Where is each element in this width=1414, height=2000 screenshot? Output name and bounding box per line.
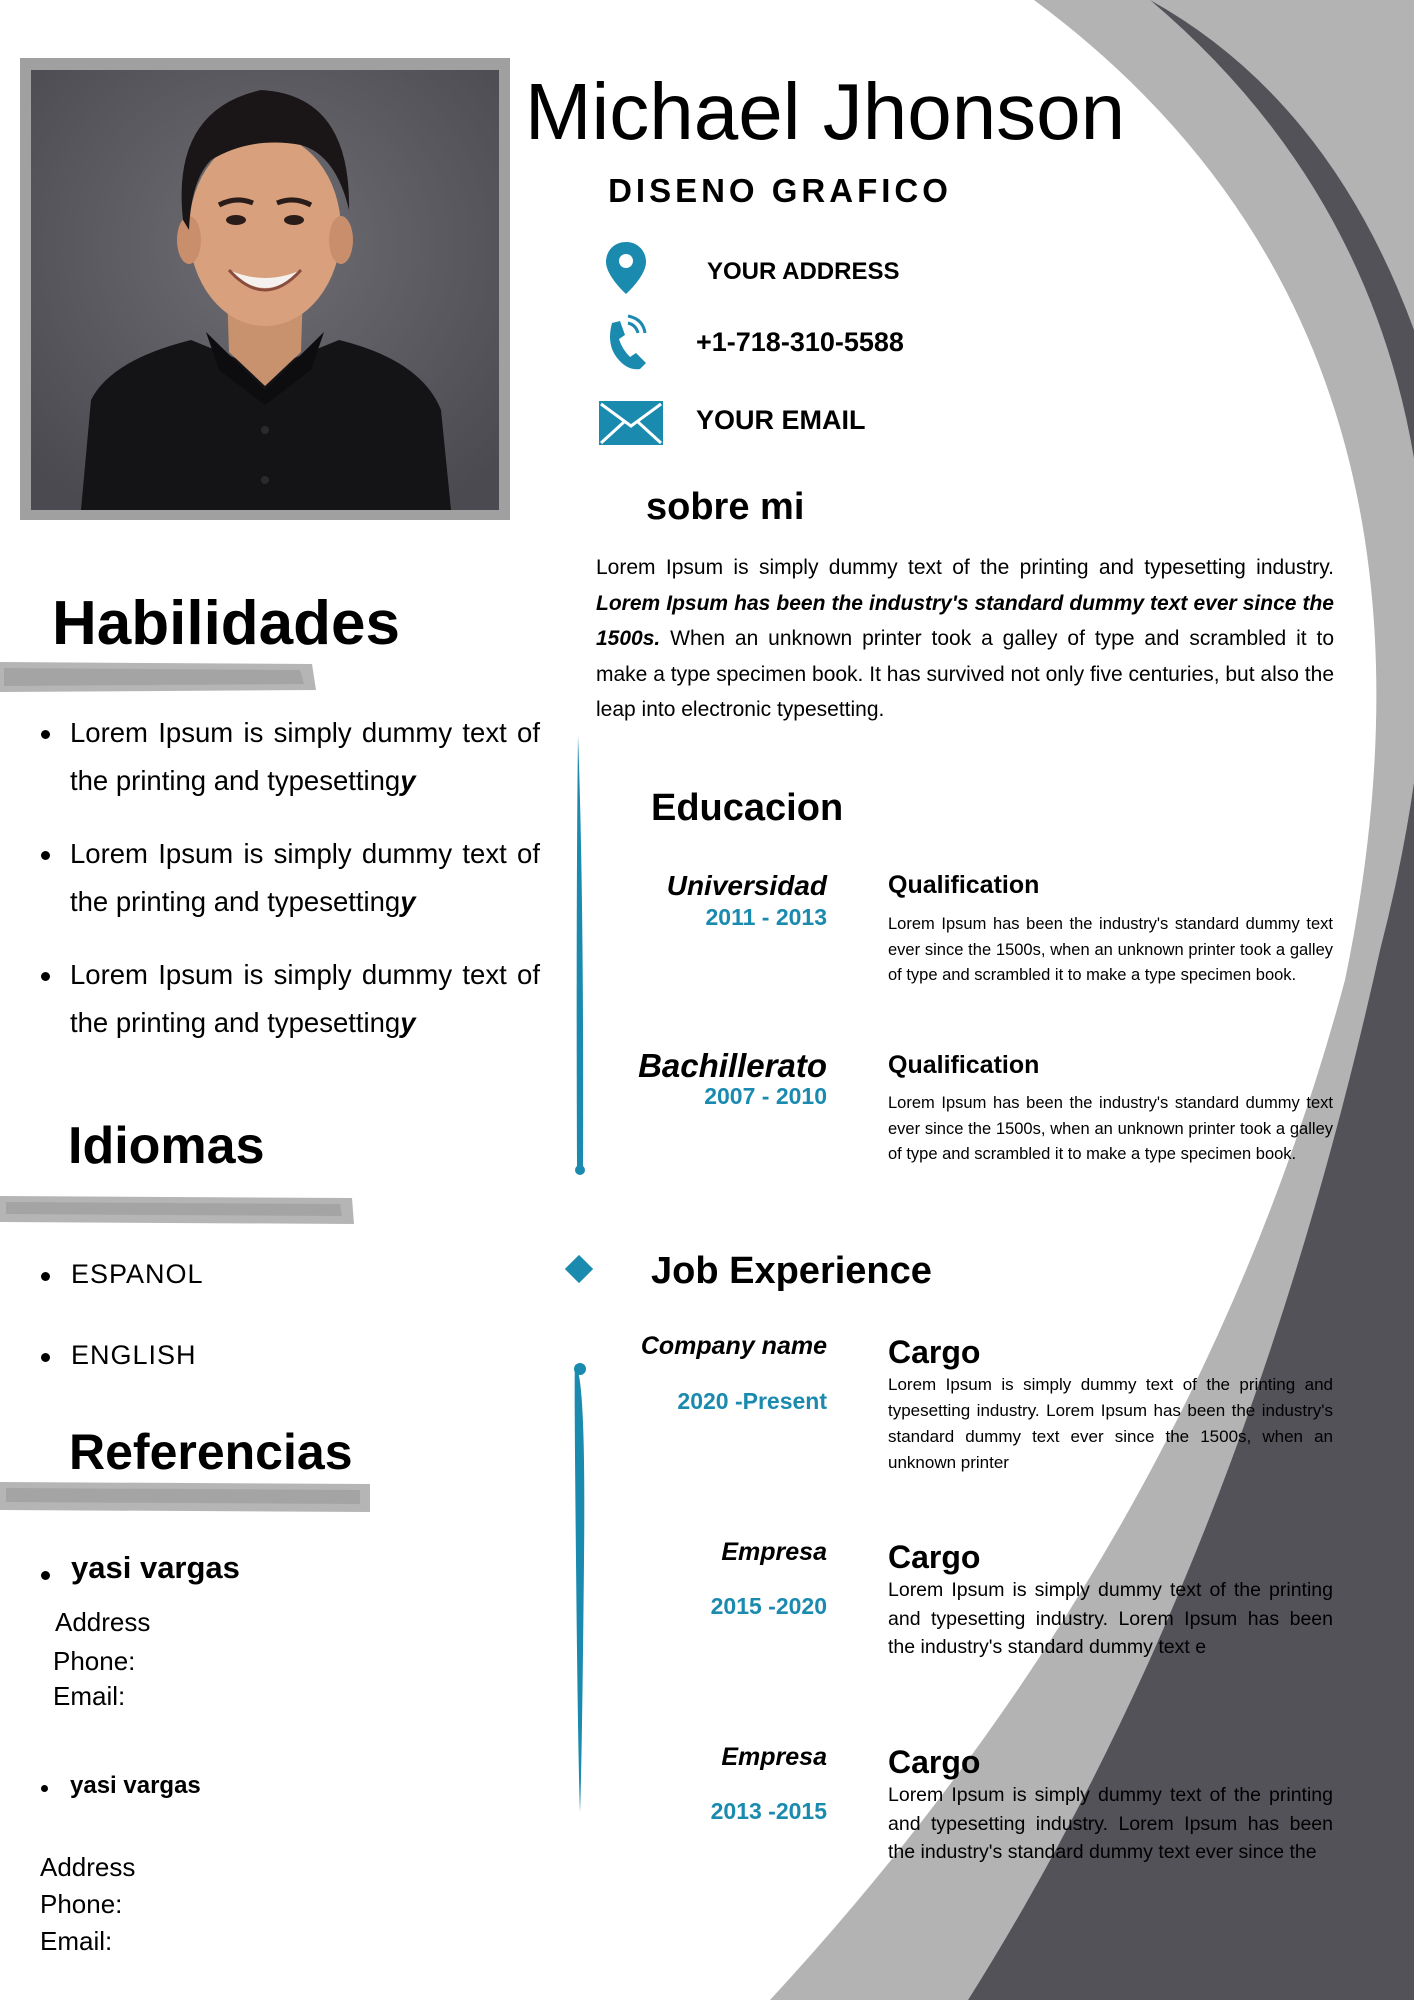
job-title: DISENO GRAFICO (608, 172, 952, 209)
education-institution: Universidad (666, 870, 827, 901)
experience-description: Lorem Ipsum is simply dummy text of the printing and typesetting industry. Lorem Ipsum has been the industry's standard dummy text ever since the 1500s, when an unknown printer (888, 1375, 1333, 1472)
education-timeline-line (577, 735, 583, 1170)
experience-timeline-line (575, 1365, 585, 1812)
experience-dates: 2020 -Present (677, 1388, 827, 1414)
experience-role: Cargo (888, 1744, 981, 1780)
about-text-part-2: When an unknown printer took a galley of type and scrambled it to make a type specimen book. It has survived not only five centuries, but also the leap into electronic typesetting. (596, 627, 1335, 721)
reference-address: Address (55, 1607, 151, 1637)
about-heading: sobre mi (646, 486, 805, 528)
about-text-part-1: Lorem Ipsum is simply dummy text of the printing and typesetting industry. (596, 556, 1334, 579)
education-qualification: Qualification (888, 1051, 1040, 1079)
bullet-icon (41, 972, 50, 981)
reference-phone: Phone: (40, 1889, 123, 1919)
diamond-marker (565, 1255, 593, 1283)
reference-phone: Phone: (53, 1646, 136, 1676)
reference-email: Email: (53, 1681, 126, 1711)
skills-heading: Habilidades (52, 589, 400, 658)
education-heading: Educacion (651, 787, 844, 829)
contact-phone: +1-718-310-5588 (696, 327, 904, 357)
bullet-icon (41, 1571, 50, 1580)
reference-email: Email: (40, 1926, 113, 1956)
reference-address: Address (40, 1852, 136, 1882)
experience-dates: 2013 -2015 (710, 1798, 827, 1824)
contact-email: YOUR EMAIL (696, 405, 866, 435)
experience-role: Cargo (888, 1539, 981, 1575)
education-description: Lorem Ipsum has been the industry's standard dummy text ever since the 1500s, when an unknown printer took a galley of type and scrambled it to make a type specimen book. (888, 1094, 1333, 1163)
bullet-icon (41, 730, 50, 739)
references-heading: Referencias (69, 1424, 353, 1480)
bullet-icon (41, 1785, 48, 1792)
experience-role: Cargo (888, 1334, 981, 1370)
contact-address: YOUR ADDRESS (707, 258, 900, 285)
phone-icon (598, 313, 654, 369)
education-dates: 2011 - 2013 (705, 904, 827, 930)
experience-heading: Job Experience (651, 1250, 932, 1292)
experience-company: Empresa (721, 1743, 827, 1771)
candidate-name: Michael Jhonson (524, 67, 1126, 156)
location-pin-icon (598, 240, 654, 296)
education-description: Lorem Ipsum has been the industry's standard dummy text ever since the 1500s, when an unknown printer took a galley of type and scrambled it to make a type specimen book. (888, 915, 1333, 984)
about-text (596, 550, 1334, 728)
bullet-icon (41, 1272, 50, 1281)
skill-item: Lorem Ipsum is simply dummy text of the printing and typesettingy (70, 959, 540, 1038)
bullet-icon (41, 1353, 50, 1362)
experience-description: Lorem Ipsum is simply dummy text of the printing and typesetting industry. Lorem Ipsum has been the industry's standard dummy text ever since the (888, 1784, 1333, 1863)
bullet-icon (41, 851, 50, 860)
skill-item: Lorem Ipsum is simply dummy text of the printing and typesettingy (70, 717, 540, 796)
education-institution: Bachillerato (638, 1047, 827, 1084)
envelope-icon (598, 400, 654, 456)
education-dates: 2007 - 2010 (704, 1083, 827, 1109)
language-item: ESPANOL (71, 1259, 204, 1289)
experience-description: Lorem Ipsum is simply dummy text of the printing and typesetting industry. Lorem Ipsum has been the industry's standard dummy text e (888, 1579, 1333, 1658)
experience-company: Empresa (721, 1538, 827, 1566)
about-text-bold: Lorem Ipsum has been the industry's standard dummy text ever since the 1500s. (596, 591, 1334, 650)
profile-photo (31, 70, 499, 510)
experience-dates: 2015 -2020 (710, 1593, 827, 1619)
reference-name: yasi vargas (71, 1550, 240, 1585)
languages-heading: Idiomas (68, 1117, 265, 1175)
language-item: ENGLISH (71, 1340, 197, 1370)
experience-company: Company name (640, 1332, 827, 1360)
education-qualification: Qualification (888, 871, 1040, 899)
reference-name: yasi vargas (70, 1772, 201, 1799)
skill-item: Lorem Ipsum is simply dummy text of the printing and typesettingy (70, 838, 540, 917)
